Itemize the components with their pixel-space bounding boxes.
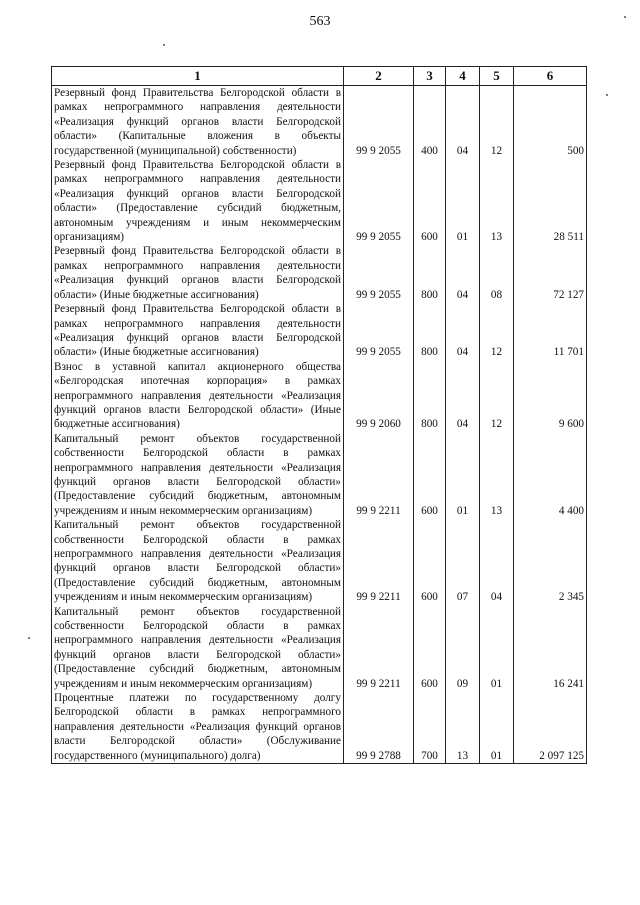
row-subsection: 04 — [480, 518, 514, 604]
header-col-2: 2 — [344, 67, 414, 86]
row-amount: 9 600 — [514, 360, 587, 432]
row-expense-type: 600 — [414, 158, 446, 244]
row-description: Капитальный ремонт объектов государственной собственности Белгородской области в рамках непрограммного направления деятельности «Реализация функций органов власти Белгородской области» (Предоставление субсидий бюджетным, автономным учреждениям и иным некоммерческим организациям) — [52, 518, 344, 604]
row-target-article: 99 9 2055 — [344, 244, 414, 302]
row-section: 13 — [446, 691, 480, 764]
row-amount: 4 400 — [514, 432, 587, 518]
row-target-article: 99 9 2211 — [344, 518, 414, 604]
table-row — [52, 244, 587, 302]
row-section: 01 — [446, 158, 480, 244]
row-section: 07 — [446, 518, 480, 604]
row-target-article: 99 9 2055 — [344, 158, 414, 244]
table-row — [52, 518, 587, 604]
row-expense-type: 800 — [414, 244, 446, 302]
row-subsection: 01 — [480, 691, 514, 764]
table-row — [52, 158, 587, 244]
row-amount: 72 127 — [514, 244, 587, 302]
row-expense-type: 600 — [414, 605, 446, 691]
row-subsection: 12 — [480, 302, 514, 360]
row-section: 04 — [446, 360, 480, 432]
row-amount: 2 097 125 — [514, 691, 587, 764]
row-section: 04 — [446, 302, 480, 360]
row-description: Капитальный ремонт объектов государственной собственности Белгородской области в рамках непрограммного направления деятельности «Реализация функций органов власти Белгородской области» (Предоставление субсидий бюджетным, автономным учреждениям и иным некоммерческим организациям) — [52, 605, 344, 691]
row-subsection: 13 — [480, 432, 514, 518]
budget-table — [51, 66, 587, 764]
row-expense-type: 600 — [414, 432, 446, 518]
row-amount: 16 241 — [514, 605, 587, 691]
table-row — [52, 360, 587, 432]
table-row — [52, 432, 587, 518]
table-row — [52, 605, 587, 691]
row-target-article: 99 9 2060 — [344, 360, 414, 432]
row-subsection: 08 — [480, 244, 514, 302]
table-row — [52, 86, 587, 159]
row-subsection: 12 — [480, 86, 514, 159]
row-target-article: 99 9 2055 — [344, 302, 414, 360]
scan-speck — [28, 637, 30, 639]
row-expense-type: 600 — [414, 518, 446, 604]
row-expense-type: 400 — [414, 86, 446, 159]
row-description: Резервный фонд Правительства Белгородской области в рамках непрограммного направления деятельности «Реализация функций органов власти Белгородской области» (Предоставление субсидий бюджетным, автономным учреждениям и иным некоммерческим организациям) — [52, 158, 344, 244]
header-col-4: 4 — [446, 67, 480, 86]
row-amount: 2 345 — [514, 518, 587, 604]
row-expense-type: 700 — [414, 691, 446, 764]
table-header-row — [52, 67, 587, 86]
row-description: Взнос в уставной капитал акционерного общества «Белгородская ипотечная корпорация» в рамках непрограммного направления деятельности «Реализация функций органов власти Белгородской области» (Иные бюджетные ассигнования) — [52, 360, 344, 432]
row-expense-type: 800 — [414, 302, 446, 360]
scan-speck — [624, 16, 626, 18]
row-amount: 500 — [514, 86, 587, 159]
row-section: 04 — [446, 244, 480, 302]
row-expense-type: 800 — [414, 360, 446, 432]
row-amount: 28 511 — [514, 158, 587, 244]
row-description: Резервный фонд Правительства Белгородской области в рамках непрограммного направления деятельности «Реализация функций органов власти Белгородской области» (Иные бюджетные ассигнования) — [52, 244, 344, 302]
row-subsection: 01 — [480, 605, 514, 691]
row-description: Резервный фонд Правительства Белгородской области в рамках непрограммного направления деятельности «Реализация функций органов власти Белгородской области» (Иные бюджетные ассигнования) — [52, 302, 344, 360]
row-target-article: 99 9 2211 — [344, 605, 414, 691]
row-description: Резервный фонд Правительства Белгородской области в рамках непрограммного направления деятельности «Реализация функций органов власти Белгородской области» (Капитальные вложения в объекты государственной (муниципальной) собственности) — [52, 86, 344, 159]
row-description: Капитальный ремонт объектов государственной собственности Белгородской области в рамках непрограммного направления деятельности «Реализация функций органов власти Белгородской области» (Предоставление субсидий бюджетным, автономным учреждениям и иным некоммерческим организациям) — [52, 432, 344, 518]
scan-speck — [606, 94, 608, 96]
row-target-article: 99 9 2788 — [344, 691, 414, 764]
row-description: Процентные платежи по государственному долгу Белгородской области в рамках непрограммного направления деятельности «Реализация функций органов власти Белгородской области» (Обслуживание государственного (муниципального) долга) — [52, 691, 344, 764]
row-target-article: 99 9 2211 — [344, 432, 414, 518]
row-amount: 11 701 — [514, 302, 587, 360]
page-number: 563 — [309, 14, 331, 29]
row-section: 01 — [446, 432, 480, 518]
table-row — [52, 691, 587, 764]
header-col-1: 1 — [52, 67, 344, 86]
row-subsection: 13 — [480, 158, 514, 244]
row-section: 09 — [446, 605, 480, 691]
scan-speck — [163, 44, 165, 46]
header-col-3: 3 — [414, 67, 446, 86]
row-subsection: 12 — [480, 360, 514, 432]
row-target-article: 99 9 2055 — [344, 86, 414, 159]
row-section: 04 — [446, 86, 480, 159]
header-col-6: 6 — [514, 67, 587, 86]
table-row — [52, 302, 587, 360]
header-col-5: 5 — [480, 67, 514, 86]
